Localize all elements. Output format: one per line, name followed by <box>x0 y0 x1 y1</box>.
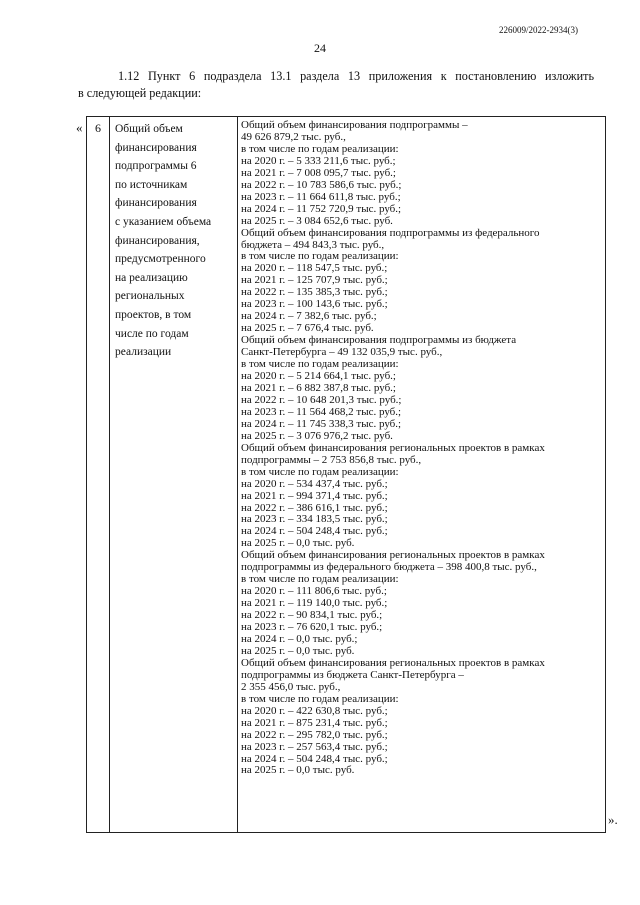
content-line: на 2023 г. – 257 563,4 тыс. руб.; <box>241 740 388 753</box>
content-line: на 2023 г. – 11 664 611,8 тыс. руб.; <box>241 190 401 203</box>
row-content-cell <box>238 117 606 833</box>
content-line: Общий объем финансирования подпрограммы – <box>241 119 468 131</box>
content-line: бюджета – 494 843,3 тыс. руб., <box>241 238 385 251</box>
content-line: Общий объем финансирования региональных проектов в рамках <box>241 656 545 669</box>
content-line: подпрограммы из бюджета Санкт-Петербурга – <box>241 668 464 681</box>
financing-table <box>86 116 606 833</box>
intro-line-2: в следующей редакции: <box>78 86 202 100</box>
content-line: на 2022 г. – 135 385,3 тыс. руб.; <box>241 286 388 299</box>
content-line: на 2024 г. – 504 248,4 тыс. руб.; <box>241 525 388 538</box>
content-line: на 2022 г. – 10 648 201,3 тыс. руб.; <box>241 393 402 406</box>
content-line: на 2023 г. – 334 183,5 тыс. руб.; <box>241 513 388 526</box>
content-line: на 2025 г. – 3 076 976,2 тыс. руб. <box>241 429 393 442</box>
content-line: Общий объем финансирования региональных проектов в рамках <box>241 549 545 562</box>
name-line: Общий объем <box>115 123 183 135</box>
name-line: финансирования, <box>115 234 200 247</box>
content-line: в том числе по годам реализации: <box>241 573 399 586</box>
content-line: в том числе по годам реализации: <box>241 465 399 478</box>
content-line: подпрограммы из федерального бюджета – 398 400,8 тыс. руб., <box>241 561 537 574</box>
content-line: на 2025 г. – 0,0 тыс. руб. <box>241 644 355 657</box>
name-line: предусмотренного <box>115 253 206 266</box>
content-line: на 2022 г. – 386 616,1 тыс. руб.; <box>241 501 388 514</box>
document-id: 226009/2022-2934(3) <box>499 25 578 35</box>
row-number-cell: 6 <box>87 117 110 833</box>
row-name-cell <box>110 117 238 833</box>
name-line: проектов, в том <box>115 308 192 321</box>
content-line: 49 626 879,2 тыс. руб., <box>241 130 346 143</box>
intro-paragraph <box>78 68 594 102</box>
content-line: на 2020 г. – 118 547,5 тыс. руб.; <box>241 262 388 275</box>
content-line: Санкт-Петербурга – 49 132 035,9 тыс. руб., <box>241 346 443 359</box>
content-line: подпрограммы – 2 753 856,8 тыс. руб., <box>241 453 422 466</box>
content-line: на 2025 г. – 0,0 тыс. руб. <box>241 764 355 777</box>
opening-quote: « <box>76 120 83 135</box>
name-line: с указанием объема <box>115 215 212 228</box>
content-line: на 2020 г. – 111 806,6 тыс. руб.; <box>241 585 387 598</box>
content-line: на 2021 г. – 7 008 095,7 тыс. руб.; <box>241 166 396 179</box>
content-line: на 2025 г. – 3 084 652,6 тыс. руб. <box>241 214 393 227</box>
content-line: в том числе по годам реализации: <box>241 142 399 155</box>
name-line: финансирования <box>115 141 197 154</box>
content-line: на 2020 г. – 5 333 211,6 тыс. руб.; <box>241 154 396 167</box>
content-line: на 2023 г. – 76 620,1 тыс. руб.; <box>241 621 383 634</box>
content-line: на 2020 г. – 422 630,8 тыс. руб.; <box>241 704 388 717</box>
name-line: финансирования <box>115 197 197 210</box>
content-line: на 2025 г. – 7 676,4 тыс. руб. <box>241 322 374 335</box>
content-line: на 2025 г. – 0,0 тыс. руб. <box>241 537 355 550</box>
content-line: на 2022 г. – 295 782,0 тыс. руб.; <box>241 728 388 741</box>
content-line: 2 355 456,0 тыс. руб., <box>241 680 341 693</box>
content-line: в том числе по годам реализации: <box>241 692 399 705</box>
content-line: на 2023 г. – 11 564 468,2 тыс. руб.; <box>241 405 402 418</box>
page-number: 24 <box>314 41 326 55</box>
closing-quote: ». <box>608 812 618 827</box>
name-line: на реализацию <box>115 271 188 284</box>
content-line: на 2020 г. – 5 214 664,1 тыс. руб.; <box>241 370 396 383</box>
content-line: на 2022 г. – 10 783 586,6 тыс. руб.; <box>241 178 402 191</box>
table-row <box>87 117 606 833</box>
name-line: по источникам <box>115 178 188 191</box>
content-line: Общий объем финансирования региональных проектов в рамках <box>241 441 545 454</box>
content-line: в том числе по годам реализации: <box>241 358 399 371</box>
name-line: подпрограммы 6 <box>115 160 197 173</box>
content-line: на 2021 г. – 125 707,9 тыс. руб.; <box>241 274 388 287</box>
content-line: на 2021 г. – 994 371,4 тыс. руб.; <box>241 489 388 502</box>
content-line: на 2024 г. – 7 382,6 тыс. руб.; <box>241 310 377 323</box>
intro-line-1: 1.12 Пункт 6 подраздела 13.1 раздела 13 приложения к постановлению изложить <box>118 69 594 83</box>
content-line: Общий объем финансирования подпрограммы из бюджета <box>241 334 517 347</box>
content-line: на 2022 г. – 90 834,1 тыс. руб.; <box>241 609 383 622</box>
content-line: на 2020 г. – 534 437,4 тыс. руб.; <box>241 477 388 490</box>
content-line: на 2021 г. – 875 231,4 тыс. руб.; <box>241 716 388 729</box>
content-line: на 2021 г. – 6 882 387,8 тыс. руб.; <box>241 381 396 394</box>
content-line: на 2023 г. – 100 143,6 тыс. руб.; <box>241 298 388 311</box>
name-line: реализации <box>115 346 172 359</box>
content-line: Общий объем финансирования подпрограммы из федерального <box>241 226 540 239</box>
name-line: региональных <box>115 290 185 303</box>
content-line: на 2024 г. – 0,0 тыс. руб.; <box>241 632 358 645</box>
content-line: на 2024 г. – 11 752 720,9 тыс. руб.; <box>241 202 402 215</box>
content-line: в том числе по годам реализации: <box>241 250 399 263</box>
content-line: на 2024 г. – 504 248,4 тыс. руб.; <box>241 752 388 765</box>
content-line: на 2024 г. – 11 745 338,3 тыс. руб.; <box>241 417 402 430</box>
content-line: на 2021 г. – 119 140,0 тыс. руб.; <box>241 597 388 610</box>
name-line: числе по годам <box>115 327 189 340</box>
